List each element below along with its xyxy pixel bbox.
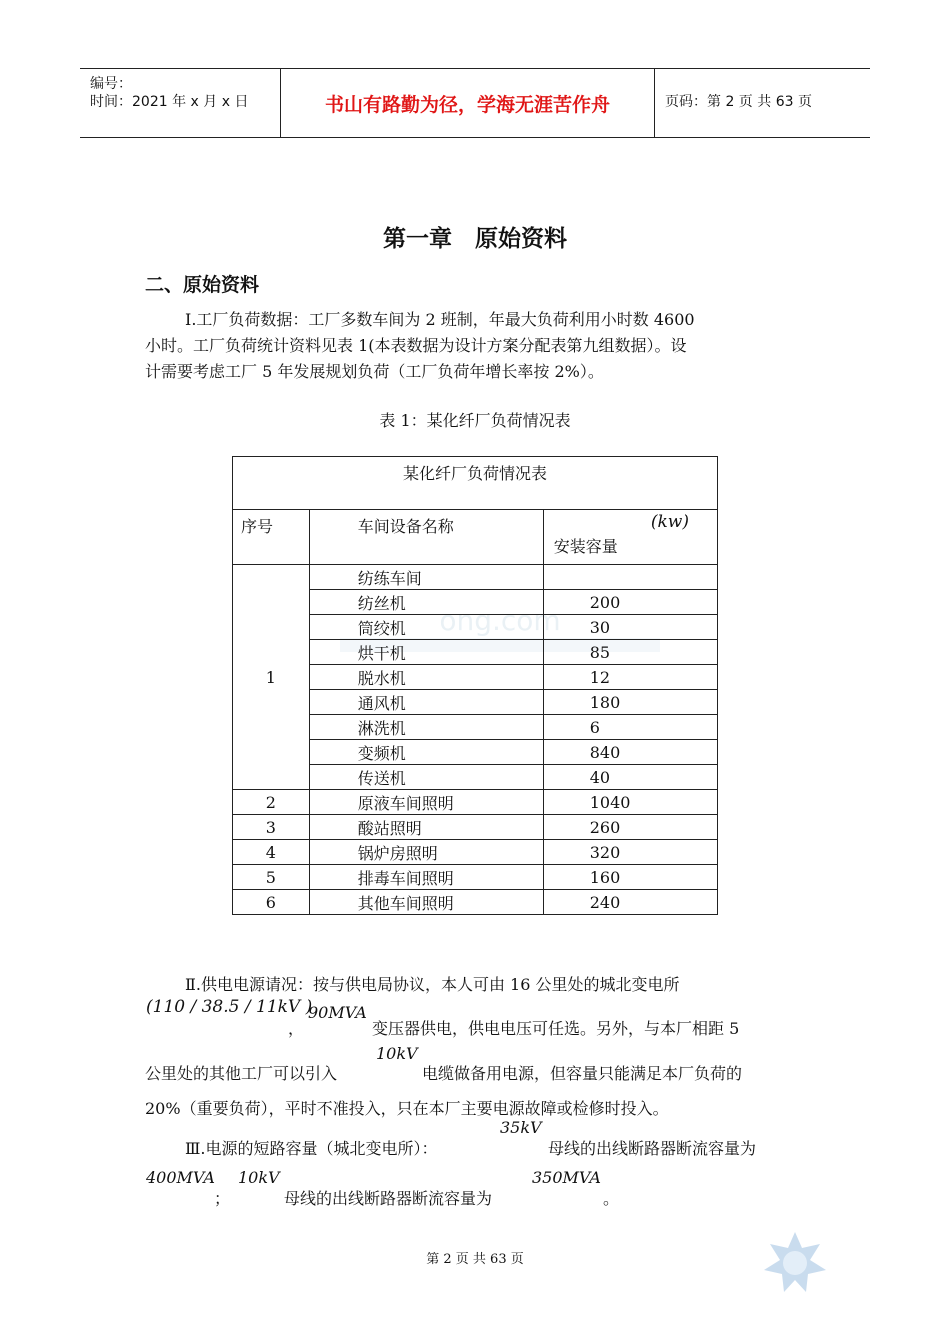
cell-name: 其他车间照明 [309, 890, 543, 915]
para1-line1: Ⅰ.工厂负荷数据：工厂多数车间为 2 班制，年最大负荷利用小时数 4600 [185, 310, 695, 329]
table-caption: 表 1：某化纤厂负荷情况表 [379, 411, 571, 430]
para3-semicolon: ； [214, 1189, 231, 1208]
cell-name: 烘干机 [309, 640, 543, 665]
cell-capacity: 180 [543, 690, 717, 715]
para2-voltage-formula: (110 / 38.5 / 11kV ) [146, 997, 313, 1017]
para3-line1b: 母线的出线断路器断流容量为 [548, 1139, 757, 1158]
para2-line3b: 电缆做备用电源，但容量只能满足本厂负荷的 [422, 1064, 743, 1083]
table-row [233, 790, 718, 815]
para2-line1: Ⅱ.供电电源请况：按与供电局协议，本人可由 16 公里处的城北变电所 [185, 975, 680, 994]
cell-no: 5 [233, 865, 310, 890]
cell-name: 纺丝机 [309, 590, 543, 615]
cell-no: 4 [233, 840, 310, 865]
para2-capacity-formula: 90MVA [308, 1003, 367, 1022]
cell-no: 1 [233, 565, 310, 790]
page-footer: 第 2 页 共 63 页 [426, 1252, 524, 1267]
table-title: 某化纤厂负荷情况表 [233, 457, 718, 510]
header-no: 序号 [233, 510, 310, 565]
cell-name: 纺练车间 [309, 565, 543, 590]
header-unit: (kw) [650, 512, 689, 532]
para3-voltage-35kv: 35kV [500, 1118, 542, 1137]
cell-capacity: 260 [543, 815, 717, 840]
para2-line2: 变压器供电，供电电压可任选。另外，与本厂相距 5 [372, 1019, 740, 1038]
para2-voltage-10kv: 10kV [376, 1044, 418, 1063]
cell-capacity: 1040 [543, 790, 717, 815]
cell-name: 原液车间照明 [309, 790, 543, 815]
cell-name: 脱水机 [309, 665, 543, 690]
para2-comma: ， [288, 1019, 305, 1038]
table-row [233, 565, 718, 590]
cell-capacity: 160 [543, 865, 717, 890]
document-header [80, 68, 870, 138]
cell-capacity: 240 [543, 890, 717, 915]
cell-name: 淋洗机 [309, 715, 543, 740]
cell-capacity [543, 565, 717, 590]
table-header-row [233, 510, 718, 565]
time-label: 时间：2021 年 x 月 x 日 [90, 94, 249, 110]
header-meta [80, 69, 281, 137]
paragraph-load-data [145, 307, 815, 385]
cell-name: 酸站照明 [309, 815, 543, 840]
table-row [233, 840, 718, 865]
cell-capacity: 200 [543, 590, 717, 615]
para3-capacity-400: 400MVA [146, 1168, 215, 1187]
cell-name: 变频机 [309, 740, 543, 765]
chapter-title: 第一章 原始资料 [383, 226, 567, 252]
para2-line3a: 公里处的其他工厂可以引入 [145, 1064, 338, 1083]
cell-name: 锅炉房照明 [309, 840, 543, 865]
cell-name: 传送机 [309, 765, 543, 790]
para3-line1a: Ⅲ.电源的短路容量（城北变电所）： [185, 1139, 438, 1158]
cell-capacity: 40 [543, 765, 717, 790]
cell-capacity: 6 [543, 715, 717, 740]
number-label: 编号： [90, 76, 132, 92]
cell-no: 6 [233, 890, 310, 915]
para2-line4: 20%（重要负荷），平时不准投入，只在本厂主要电源故障或检修时投入。 [145, 1099, 669, 1118]
header-capacity [543, 510, 717, 565]
para3-capacity-350: 350MVA [532, 1168, 601, 1187]
para3-period: 。 [603, 1189, 620, 1208]
para1-line2: 小时。工厂负荷统计资料见表 1(本表数据为设计方案分配表第九组数据）。设 [145, 336, 687, 355]
header-page-info: 页码：第 2 页 共 63 页 [665, 94, 812, 110]
para1-line3: 计需要考虑工厂 5 年发展规划负荷（工厂负荷年增长率按 2%）。 [145, 362, 604, 381]
header-motto: 书山有路勤为径，学海无涯苦作舟 [281, 69, 655, 137]
cell-capacity: 30 [543, 615, 717, 640]
para3-line2b: 母线的出线断路器断流容量为 [284, 1189, 493, 1208]
section-title: 二、原始资料 [145, 274, 260, 296]
header-capacity-label: 安装容量 [553, 537, 618, 556]
header-name: 车间设备名称 [309, 510, 543, 565]
cell-name: 筒绞机 [309, 615, 543, 640]
cell-no: 2 [233, 790, 310, 815]
cell-no: 3 [233, 815, 310, 840]
para3-voltage-10kv: 10kV [238, 1168, 280, 1187]
cell-capacity: 12 [543, 665, 717, 690]
table-row [233, 865, 718, 890]
load-table [232, 456, 718, 915]
svg-text:ong.com: ong.com [439, 604, 561, 637]
cell-capacity: 85 [543, 640, 717, 665]
table-row [233, 815, 718, 840]
snowflake-logo-icon [762, 1230, 828, 1296]
cell-capacity: 840 [543, 740, 717, 765]
cell-capacity: 320 [543, 840, 717, 865]
table-row [233, 890, 718, 915]
cell-name: 通风机 [309, 690, 543, 715]
cell-name: 排毒车间照明 [309, 865, 543, 890]
